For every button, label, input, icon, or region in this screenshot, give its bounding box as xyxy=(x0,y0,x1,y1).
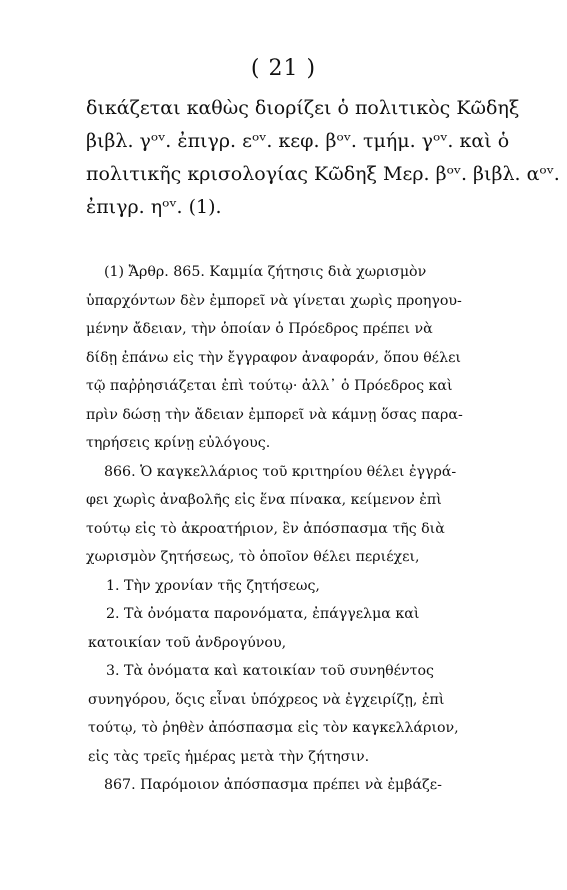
footnote-block xyxy=(86,258,532,800)
list-item-3: 3. Τὰ ὀνόματα καὶ κατοικίαν τοῦ συνηθέντος xyxy=(106,663,434,679)
footnote-line: (1) Ἄρθρ. 865. Καμμία ζήτησις διὰ χωρισμὸν xyxy=(104,264,427,280)
main-line: ἐπιγρ. ηᵒᵛ. (1). xyxy=(86,196,222,218)
footnote-line: χωρισμὸν ζητήσεως, τὸ ὁποῖον θέλει περιέχει, xyxy=(86,549,420,565)
footnote-line: δίδῃ ἐπάνω εἰς τὴν ἔγγραφον ἀναφοράν, ὅπου θέλει xyxy=(86,349,461,366)
article-867-start: 867. Παρόμοιον ἀπόσπασμα πρέπει νὰ ἐμβάζε- xyxy=(104,777,442,793)
list-item-1: 1. Τὴν χρονίαν τῆς ζητήσεως, xyxy=(106,577,320,594)
list-item-2: 2. Τὰ ὀνόματα παρονόματα, ἐπάγγελμα καὶ xyxy=(106,606,420,622)
main-line: πολιτικῆς κρισολογίας Κῶδηξ Μερ. βᵒᵛ. βιβλ. αᵒᵛ. xyxy=(86,163,560,185)
footnote-line: κατοικίαν τοῦ ἀνδρογύνου, xyxy=(88,634,287,651)
page-number: ( 21 ) xyxy=(250,56,317,81)
article-866-start: 866. Ὁ καγκελλάριος τοῦ κριτηρίου θέλει ἐγγρά- xyxy=(104,463,457,480)
main-line: βιβλ. γᵒᵛ. ἐπιγρ. εᵒᵛ. κεφ. βᵒᵛ. τμήμ. γᵒᵛ. καὶ ὁ xyxy=(86,130,510,152)
footnote-line: συνηγόρου, ὅςις εἶναι ὑπόχρεος νὰ ἐγχειρίζῃ, ἐπὶ xyxy=(88,691,445,708)
footnote-line: πρὶν δώσῃ τὴν ἄδειαν ἐμπορεῖ νὰ κάμνῃ ὅσας παρα- xyxy=(86,406,463,423)
footnote-line: εἰς τὰς τρεῖς ἡμέρας μετὰ τὴν ζήτησιν. xyxy=(88,748,370,765)
footnote-line: ὑπαρχόντων δὲν ἐμπορεῖ νὰ γίνεται χωρὶς προηγου- xyxy=(86,292,462,309)
main-paragraph xyxy=(86,92,560,224)
footnote-line: τούτῳ εἰς τὸ ἀκροατήριον, ἓν ἀπόσπασμα τῆς διὰ xyxy=(86,520,445,537)
footnote-line: μένην ἄδειαν, τὴν ὁποίαν ὁ Πρόεδρος πρέπει νὰ xyxy=(86,321,433,337)
main-line: δικάζεται καθὼς διορίζει ὁ πολιτικὸς Κῶδηξ xyxy=(86,97,520,119)
footnote-line: φει χωρὶς ἀναβολῆς εἰς ἕνα πίνακα, κείμενον ἐπὶ xyxy=(86,492,442,508)
footnote-line: τηρήσεις κρίνῃ εὐλόγους. xyxy=(86,435,271,451)
footnote-line: τῷ παῤῥησιάζεται ἐπὶ τούτῳ· ἀλλ᾽ ὁ Πρόεδρος καὶ xyxy=(86,378,453,394)
footnote-line: τούτῳ, τὸ ῥηθὲν ἀπόσπασμα εἰς τὸν καγκελλάριον, xyxy=(88,720,459,736)
